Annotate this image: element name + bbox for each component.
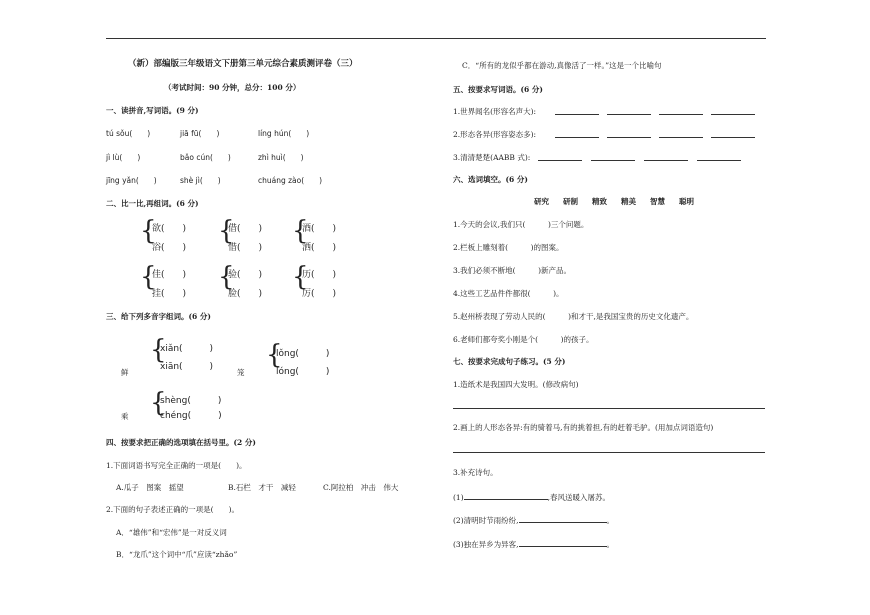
answer-line[interactable] <box>453 452 765 453</box>
poem-line <box>453 514 614 526</box>
question-text: 1.世界闻名(形容名声大): <box>453 107 537 116</box>
poem-text: (3)独在异乡为异客, <box>453 540 519 549</box>
brace: { <box>266 340 283 370</box>
option-text: B.石栏 才干 减轻 <box>228 483 296 492</box>
question-text: 1.造纸术是我国四大发明。(修改病句) <box>453 380 579 389</box>
answer-line[interactable] <box>555 137 599 138</box>
question-text: 2.形态各异(形容姿态多): <box>453 130 537 139</box>
brace: { <box>140 216 157 246</box>
polyphone-reading: xiǎn( ) <box>160 344 214 354</box>
compare-item: 借( ) <box>228 224 263 234</box>
compare-item: 浴( ) <box>152 243 187 253</box>
word-bank-item: 精美 <box>621 197 636 206</box>
brace: { <box>292 262 309 292</box>
word-bank <box>534 196 708 207</box>
question-text: 3.清清楚楚(AABB 式): <box>453 153 531 162</box>
answer-line[interactable] <box>464 491 548 500</box>
option-text: C．“所有的龙似乎都在游动,真像活了一样。”这是一个比喻句 <box>462 61 662 70</box>
question-text: 2.下面的句子表述正确的一项是( )。 <box>106 505 240 514</box>
answer-line[interactable] <box>519 538 607 547</box>
option-text: A．“雄伟”和“宏伟”是一对反义词 <box>116 528 227 537</box>
answer-line[interactable] <box>607 114 651 115</box>
exam-title: （新）部编版三年级语文下册第三单元综合素质测评卷（三） <box>128 59 358 69</box>
polyphone-char: 乘 <box>121 412 129 421</box>
poem-text: 。 <box>606 540 615 549</box>
compare-item: 挂( ) <box>152 289 187 299</box>
poem-text: 。 <box>606 516 615 525</box>
polyphone-reading: lóng( ) <box>276 367 330 377</box>
compare-item: 脸( ) <box>228 289 263 299</box>
fill-item: 5.赵州桥表现了劳动人民的( )和才干,是我国宝贵的历史文化遗产。 <box>453 312 694 321</box>
word-bank-item: 聪明 <box>679 197 694 206</box>
compare-item: 欲( ) <box>152 224 187 234</box>
answer-line[interactable] <box>591 160 635 161</box>
word-bank-item: 智慧 <box>650 197 665 206</box>
compare-item: 历( ) <box>302 270 337 280</box>
polyphone-reading: xiān( ) <box>160 362 214 372</box>
poem-line <box>453 491 610 503</box>
answer-line[interactable] <box>659 137 703 138</box>
answer-line[interactable] <box>711 137 755 138</box>
compare-item: 洒( ) <box>302 243 337 253</box>
brace: { <box>218 216 235 246</box>
word-bank-item: 精致 <box>592 197 607 206</box>
fill-item: 6.老师们都夸奖小刚是个( )的孩子。 <box>453 335 594 344</box>
answer-line[interactable] <box>555 114 599 115</box>
answer-line[interactable] <box>538 160 582 161</box>
pinyin-item: zhì huì( ) <box>258 153 304 162</box>
fill-item: 3.我们必须不断地( )新产品。 <box>453 266 572 275</box>
top-rule <box>106 38 766 39</box>
polyphone-char: 鲜 <box>121 368 129 377</box>
word-bank-item: 研制 <box>563 197 578 206</box>
fill-item: 1.今天的会议,我们只( )三个问题。 <box>453 220 589 229</box>
poem-label: (1) <box>453 493 464 502</box>
exam-subtitle: （考试时间：90 分钟，总分：100 分） <box>164 83 301 92</box>
section-2-heading: 二、比一比,再组词。(6 分) <box>106 199 199 208</box>
fill-item: 2.栏板上雕刻着( )的图案。 <box>453 243 564 252</box>
compare-item: 酒( ) <box>302 224 337 234</box>
answer-line[interactable] <box>644 160 688 161</box>
option-text: A.瓜子 图案 摇望 <box>116 483 184 492</box>
option-text: C.阿拉柏 冲击 伟大 <box>323 483 399 492</box>
section-3-heading: 三、给下列多音字组词。(6 分) <box>106 312 211 321</box>
answer-line[interactable] <box>697 160 741 161</box>
pinyin-item: bǎo cún( ) <box>180 153 231 162</box>
pinyin-item: chuáng zào( ) <box>258 176 323 185</box>
polyphone-reading: chéng( ) <box>160 411 222 421</box>
answer-line[interactable] <box>659 114 703 115</box>
brace: { <box>150 335 167 365</box>
compare-item: 佳( ) <box>152 270 187 280</box>
pinyin-item: jīng yǎn( ) <box>106 176 157 185</box>
question-text: 1.下面词语书写完全正确的一项是( )。 <box>106 461 247 470</box>
brace: { <box>218 262 235 292</box>
answer-line[interactable] <box>607 137 651 138</box>
polyphone-char: 笼 <box>237 368 245 377</box>
answer-line[interactable] <box>519 514 607 523</box>
section-4-heading: 四、按要求把正确的选项填在括号里。(2 分) <box>106 438 256 447</box>
pinyin-item: jì lù( ) <box>106 153 141 162</box>
poem-text: ,春风送暖入屠苏。 <box>547 493 611 502</box>
pinyin-item: jiā fū( ) <box>180 129 220 138</box>
section-5-heading: 五、按要求写词语。(6 分) <box>453 85 543 94</box>
brace: { <box>292 216 309 246</box>
polyphone-reading: lǒng( ) <box>276 349 330 359</box>
word-bank-item: 研究 <box>534 197 549 206</box>
answer-line[interactable] <box>453 408 765 409</box>
poem-text: (2)清明时节雨纷纷, <box>453 516 519 525</box>
brace: { <box>150 388 167 418</box>
question-text: 3.补充诗句。 <box>453 468 498 477</box>
compare-item: 厉( ) <box>302 289 337 299</box>
pinyin-item: shè jì( ) <box>180 176 221 185</box>
fill-item: 4.这些工艺品件件都很( )。 <box>453 289 564 298</box>
option-text: B．“龙爪”这个词中“爪”应读“zhǎo” <box>116 550 238 559</box>
brace: { <box>140 262 157 292</box>
section-7-heading: 七、按要求完成句子练习。(5 分) <box>453 357 566 366</box>
question-text: 2.画上的人形态各异:有的骑着马,有的挑着担,有的赶着毛驴。(用加点词语造句) <box>453 423 714 432</box>
compare-item: 惜( ) <box>228 243 263 253</box>
answer-line[interactable] <box>711 114 755 115</box>
pinyin-item: líng hún( ) <box>258 129 310 138</box>
polyphone-reading: shèng( ) <box>160 396 222 406</box>
compare-item: 验( ) <box>228 270 263 280</box>
pinyin-item: tú sǒu( ) <box>106 129 151 138</box>
section-6-heading: 六、选词填空。(6 分) <box>453 175 528 184</box>
section-1-heading: 一、读拼音,写词语。(9 分) <box>106 106 199 115</box>
poem-line <box>453 538 614 550</box>
